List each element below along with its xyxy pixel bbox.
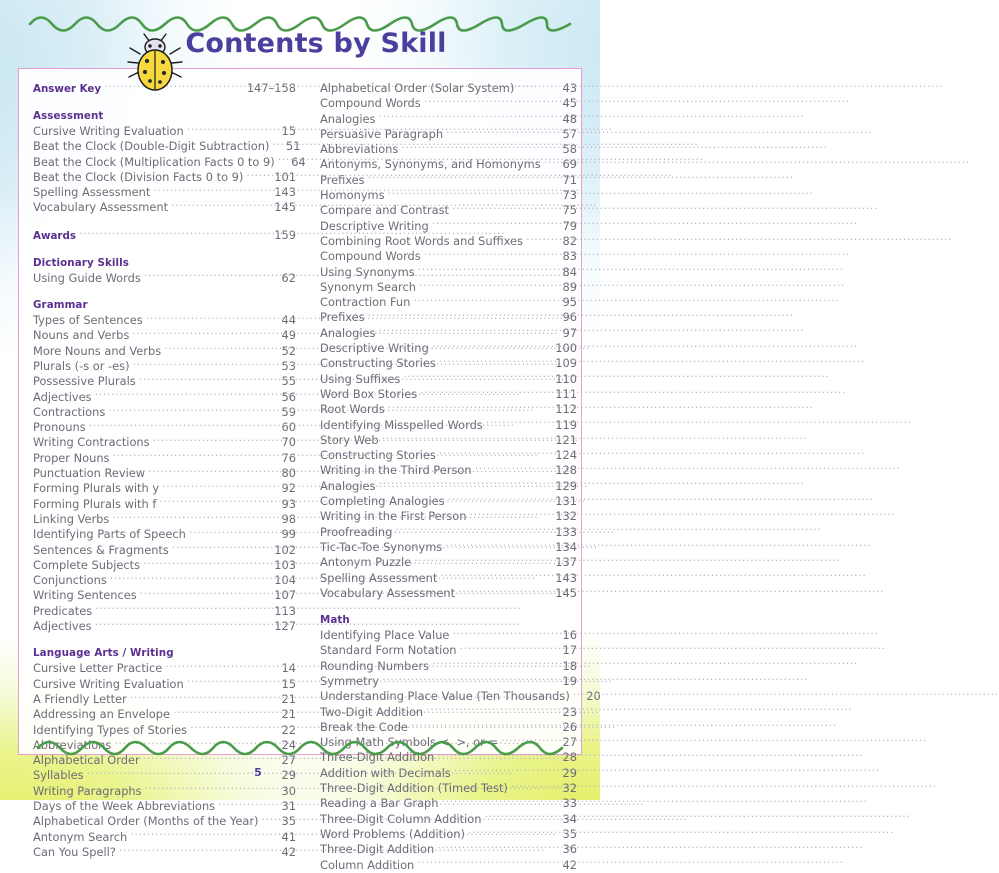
toc-entry-page: 44: [281, 313, 296, 328]
toc-entry-label: Alphabetical Order (Solar System): [320, 81, 515, 95]
section-heading: Assessment: [33, 110, 104, 122]
toc-entry-label: Alphabetical Order: [33, 753, 140, 768]
toc-entry-label: Answer Key: [33, 83, 102, 95]
toc-entry-page: 137: [555, 555, 577, 570]
toc-entry-label: Analogies: [320, 325, 376, 340]
toc-entry-label: Writing in the Third Person: [320, 463, 472, 478]
contents-column-right: [310, 81, 601, 872]
toc-entry-page: 79: [562, 218, 577, 233]
toc-entry-page: 42: [562, 857, 577, 872]
toc-entry-label: Cursive Writing Evaluation: [33, 676, 184, 691]
toc-entry-page: 15: [281, 124, 296, 138]
toc-entry-label: Linking Verbs: [33, 511, 110, 526]
toc-entry[interactable]: [33, 799, 296, 814]
toc-entry-page: 133: [555, 524, 577, 539]
toc-entry-label: Root Words: [320, 402, 385, 417]
toc-entry[interactable]: [33, 124, 296, 139]
toc-entry-label: Compound Words: [320, 96, 421, 111]
section-spacer: [33, 97, 296, 109]
section-spacer: [320, 601, 577, 613]
toc-entry-page: 102: [274, 542, 296, 557]
toc-entry-label: Column Addition: [320, 857, 415, 872]
toc-entry-page: 159: [274, 227, 296, 242]
toc-leader-dots: [187, 124, 274, 135]
toc-entry-page: 112: [555, 402, 577, 417]
toc-entry-label: Addition with Decimals: [320, 765, 451, 780]
toc-entry-page: 28: [562, 750, 577, 765]
toc-entry-page: 24: [281, 737, 296, 752]
toc-entry-label: Using Synonyms: [320, 264, 415, 279]
toc-entry-label: Word Box Stories: [320, 386, 418, 401]
toc-entry-label: Proper Nouns: [33, 450, 110, 465]
toc-entry-label: Writing in the First Person: [320, 509, 467, 524]
section-heading: Language Arts / Writing: [33, 647, 174, 660]
toc-entry-label: Spelling Assessment: [320, 570, 438, 585]
toc-entry-page: 22: [281, 722, 296, 737]
toc-entry-page: 16: [562, 628, 577, 643]
toc-entry-label: Antonyms, Synonyms, and Homonyms: [320, 157, 541, 172]
toc-entry-page: 97: [562, 325, 577, 340]
toc-entry-page: 27: [562, 735, 577, 750]
toc-entry-label: Two-Digit Addition: [320, 704, 424, 719]
toc-entry-label: Identifying Misspelled Words: [320, 417, 483, 432]
toc-entry-label: Sentences & Fragments: [33, 542, 169, 557]
toc-entry-page: 143: [274, 185, 296, 200]
toc-entry[interactable]: [320, 858, 577, 873]
toc-entry-label: Rounding Numbers: [320, 658, 429, 673]
toc-entry-label: Predicates: [33, 603, 93, 618]
toc-entry-label: Addressing an Envelope: [33, 707, 170, 722]
toc-entry-page: 109: [555, 356, 577, 371]
toc-entry-page: 104: [274, 573, 296, 588]
toc-entry-page: 27: [281, 753, 296, 768]
toc-entry-page: 69: [562, 157, 577, 172]
toc-entry-label: Prefixes: [320, 172, 365, 187]
toc-entry-page: 20: [586, 689, 601, 704]
toc-entry-label: Analogies: [320, 111, 376, 126]
toc-entry-label: Beat the Clock (Division Facts 0 to 9): [33, 169, 244, 184]
toc-entry-page: 82: [562, 233, 577, 248]
toc-entry-page: 33: [562, 796, 577, 811]
toc-entry[interactable]: [33, 139, 301, 154]
toc-entry-page: 134: [555, 539, 577, 554]
toc-entry-page: 53: [281, 358, 296, 373]
toc-entry-page: 21: [281, 707, 296, 722]
toc-entry-page: 23: [562, 704, 577, 719]
toc-entry-page: 143: [555, 570, 577, 585]
toc-entry-label: Constructing Stories: [320, 356, 436, 371]
toc-entry-label: Using Guide Words: [33, 270, 141, 285]
toc-entry-page: 73: [562, 188, 577, 203]
toc-entry[interactable]: [320, 142, 577, 157]
toc-entry-page: 131: [555, 494, 577, 509]
toc-entry-label: Possessive Plurals: [33, 374, 136, 389]
toc-entry-label: Identifying Types of Stories: [33, 722, 188, 737]
toc-entry-page: 100: [555, 341, 577, 356]
toc-entry-label: Plurals (-s or -es): [33, 358, 130, 373]
toc-entry-page: 18: [562, 658, 577, 673]
toc-entry-label: Beat the Clock (Double-Digit Subtraction): [33, 139, 270, 154]
toc-entry-page: 48: [562, 111, 577, 126]
toc-entry-label: Antonym Puzzle: [320, 555, 412, 570]
toc-entry-label: Abbreviations: [33, 737, 112, 752]
toc-entry-page: 35: [281, 814, 296, 829]
toc-heading-entry[interactable]: [33, 228, 296, 244]
toc-entry-page: 84: [562, 264, 577, 279]
toc-entry-label: Using Suffixes: [320, 371, 401, 386]
toc-entry-label: Types of Sentences: [33, 313, 143, 328]
toc-entry-label: Standard Form Notation: [320, 643, 457, 658]
toc-leader-dots: [417, 858, 555, 869]
toc-entry-label: Cursive Writing Evaluation: [33, 124, 184, 138]
toc-entry-page: 70: [281, 435, 296, 450]
toc-entry[interactable]: [33, 845, 296, 860]
toc-entry-page: 64: [291, 154, 306, 169]
toc-entry-label: Contraction Fun: [320, 295, 411, 310]
toc-entry[interactable]: [320, 674, 577, 689]
toc-entry-page: 32: [562, 781, 577, 796]
toc-entry-label: Understanding Place Value (Ten Thousands): [320, 689, 570, 704]
toc-entry-page: 41: [281, 829, 296, 844]
toc-entry-page: 49: [281, 328, 296, 343]
toc-entry-page: 58: [562, 142, 577, 157]
toc-entry-label: Persuasive Paragraph: [320, 126, 444, 141]
toc-entry-page: 98: [281, 511, 296, 526]
toc-entry-label: Descriptive Writing: [320, 341, 429, 356]
contents-box: [18, 68, 601, 872]
toc-entry-page: 36: [562, 842, 577, 857]
toc-entry-label: More Nouns and Verbs: [33, 343, 162, 358]
toc-entry-label: Syllables: [33, 768, 84, 783]
toc-entry-page: 52: [281, 343, 296, 358]
toc-entry-label: Reading a Bar Graph: [320, 796, 439, 811]
toc-entry-page: 113: [274, 603, 296, 618]
toc-entry-label: Symmetry: [320, 673, 380, 688]
toc-leader-dots: [79, 228, 272, 239]
toc-entry-page: 34: [562, 811, 577, 826]
toc-entry-page: 42: [281, 844, 296, 859]
toc-entry-label: Spelling Assessment: [33, 185, 151, 200]
toc-entry-label: Forming Plurals with y: [33, 481, 160, 496]
toc-entry-label: Combining Root Words and Suffixes: [320, 233, 523, 248]
toc-leader-dots: [119, 845, 274, 856]
toc-entry-page: 60: [281, 420, 296, 435]
toc-entry-page: 147–158: [246, 81, 296, 95]
toc-entry-label: Compound Words: [320, 249, 421, 264]
toc-entry-page: 121: [555, 432, 577, 447]
toc-entry-label: Writing Contractions: [33, 435, 150, 450]
toc-entry-page: 43: [562, 81, 577, 95]
toc-entry[interactable]: [33, 271, 296, 286]
section-heading: Math: [320, 614, 350, 627]
toc-entry-page: 128: [555, 463, 577, 478]
toc-entry-page: 145: [274, 200, 296, 215]
toc-entry-page: 71: [562, 172, 577, 187]
toc-entry-label: Synonym Search: [320, 279, 416, 294]
toc-entry-page: 107: [274, 588, 296, 603]
toc-entry-label: Three-Digit Addition (Timed Test): [320, 781, 508, 796]
toc-leader-dots: [171, 200, 272, 211]
toc-leader-dots: [144, 271, 274, 282]
toc-entry-page: 124: [555, 448, 577, 463]
toc-entry-page: 101: [274, 169, 296, 184]
toc-entry-label: Analogies: [320, 478, 376, 493]
toc-entry-page: 92: [281, 481, 296, 496]
toc-entry-label: Identifying Parts of Speech: [33, 527, 186, 542]
toc-entry-label: Three-Digit Column Addition: [320, 811, 482, 826]
contents-column-left: [33, 81, 306, 859]
toc-entry-page: 30: [281, 783, 296, 798]
page-title: Contents by Skill: [185, 28, 447, 59]
toc-entry[interactable]: [33, 619, 296, 634]
toc-entry-page: 35: [562, 826, 577, 841]
toc-entry-page: 80: [281, 466, 296, 481]
toc-entry-label: Adjectives: [33, 389, 92, 404]
toc-entry-page: 95: [562, 295, 577, 310]
toc-entry-label: Cursive Letter Practice: [33, 661, 163, 676]
toc-entry-label: Pronouns: [33, 420, 86, 435]
toc-entry-page: 89: [562, 279, 577, 294]
toc-entry-label: Awards: [33, 229, 77, 242]
toc-entry-label: Alphabetical Order (Months of the Year): [33, 814, 259, 829]
toc-entry[interactable]: [320, 586, 577, 601]
toc-entry-label: Writing Sentences: [33, 588, 137, 603]
toc-entry-page: 83: [562, 249, 577, 264]
toc-leader-dots: [95, 619, 273, 630]
toc-entry-label: Identifying Place Value: [320, 628, 450, 643]
toc-entry-label: Vocabulary Assessment: [320, 585, 456, 600]
toc-entry-label: Contractions: [33, 404, 106, 419]
toc-entry-page: 21: [281, 691, 296, 706]
toc-entry-label: Vocabulary Assessment: [33, 200, 169, 215]
toc-entry-page: 51: [285, 139, 301, 154]
toc-entry-page: 29: [281, 768, 296, 783]
toc-entry-page: 45: [562, 96, 577, 111]
toc-entry-page: 26: [562, 719, 577, 734]
section-spacer: [33, 286, 296, 298]
toc-entry-label: Tic-Tac-Toe Synonyms: [320, 539, 443, 554]
toc-entry-label: Days of the Week Abbreviations: [33, 798, 216, 813]
toc-entry-label: Proofreading: [320, 524, 393, 539]
toc-entry-label: Three-Digit Addition: [320, 842, 435, 857]
toc-entry-label: Beat the Clock (Multiplication Facts 0 to 9): [33, 154, 275, 169]
toc-entry-page: 17: [562, 643, 577, 658]
section-heading: Dictionary Skills: [33, 256, 130, 269]
toc-entry-label: Story Web: [320, 432, 379, 447]
toc-entry-label: Completing Analogies: [320, 494, 445, 509]
toc-entry-page: 76: [281, 450, 296, 465]
toc-entry-page: 19: [562, 673, 577, 688]
toc-entry-label: Nouns and Verbs: [33, 328, 130, 343]
toc-leader-dots: [382, 674, 555, 685]
toc-entry-page: 145: [555, 585, 577, 600]
toc-entry-label: Homonyms: [320, 188, 385, 203]
section-spacer: [33, 244, 296, 256]
toc-entry-page: 59: [281, 404, 296, 419]
toc-entry-page: 75: [562, 203, 577, 218]
toc-entry-label: A Friendly Letter: [33, 691, 127, 706]
toc-entry-page: 62: [281, 270, 296, 285]
toc-entry-label: Punctuation Review: [33, 466, 146, 481]
toc-entry-label: Using Math Symbols <, >, or =: [320, 735, 498, 750]
toc-entry-label: Abbreviations: [320, 142, 399, 157]
toc-entry-label: Can You Spell?: [33, 844, 116, 859]
toc-leader-dots: [458, 586, 553, 597]
section-heading: Grammar: [33, 299, 88, 312]
toc-entry-page: 132: [555, 509, 577, 524]
toc-entry-page: 57: [562, 126, 577, 141]
toc-entry-label: Adjectives: [33, 619, 92, 634]
toc-entry-label: Complete Subjects: [33, 557, 141, 572]
toc-entry-label: Prefixes: [320, 310, 365, 325]
toc-entry-label: Three-Digit Addition: [320, 750, 435, 765]
toc-entry-page: 15: [281, 676, 296, 691]
toc-entry-label: Compare and Contrast: [320, 203, 450, 218]
toc-leader-dots: [401, 142, 555, 153]
toc-entry-page: 56: [281, 389, 296, 404]
toc-entry-label: Writing Paragraphs: [33, 783, 142, 798]
toc-entry-label: Break the Code: [320, 719, 408, 734]
ladybug-icon: [126, 32, 184, 94]
toc-entry-page: 119: [555, 417, 577, 432]
toc-entry-page: 103: [274, 557, 296, 572]
toc-entry-page: 31: [281, 798, 296, 813]
toc-entry-page: 93: [281, 496, 296, 511]
toc-entry-page: 127: [274, 619, 296, 634]
page-number: 5: [254, 766, 262, 779]
toc-entry-page: 99: [281, 527, 296, 542]
toc-entry-page: 29: [562, 765, 577, 780]
toc-entry-page: 129: [555, 478, 577, 493]
wavy-line-bottom-icon: [38, 735, 562, 755]
toc-entry-label: Constructing Stories: [320, 448, 436, 463]
toc-entry-label: Antonym Search: [33, 829, 128, 844]
toc-entry-page: 111: [555, 386, 577, 401]
toc-entry-page: 96: [562, 310, 577, 325]
toc-entry-label: Conjunctions: [33, 573, 107, 588]
section-spacer: [33, 634, 296, 646]
toc-entry-page: 14: [281, 661, 296, 676]
toc-entry-page: 110: [555, 371, 577, 386]
toc-entry-page: 55: [281, 374, 296, 389]
toc-entry-label: Word Problems (Addition): [320, 826, 465, 841]
toc-entry[interactable]: [33, 200, 296, 215]
toc-entry-label: Descriptive Writing: [320, 218, 429, 233]
toc-entry-label: Forming Plurals with f: [33, 496, 157, 511]
